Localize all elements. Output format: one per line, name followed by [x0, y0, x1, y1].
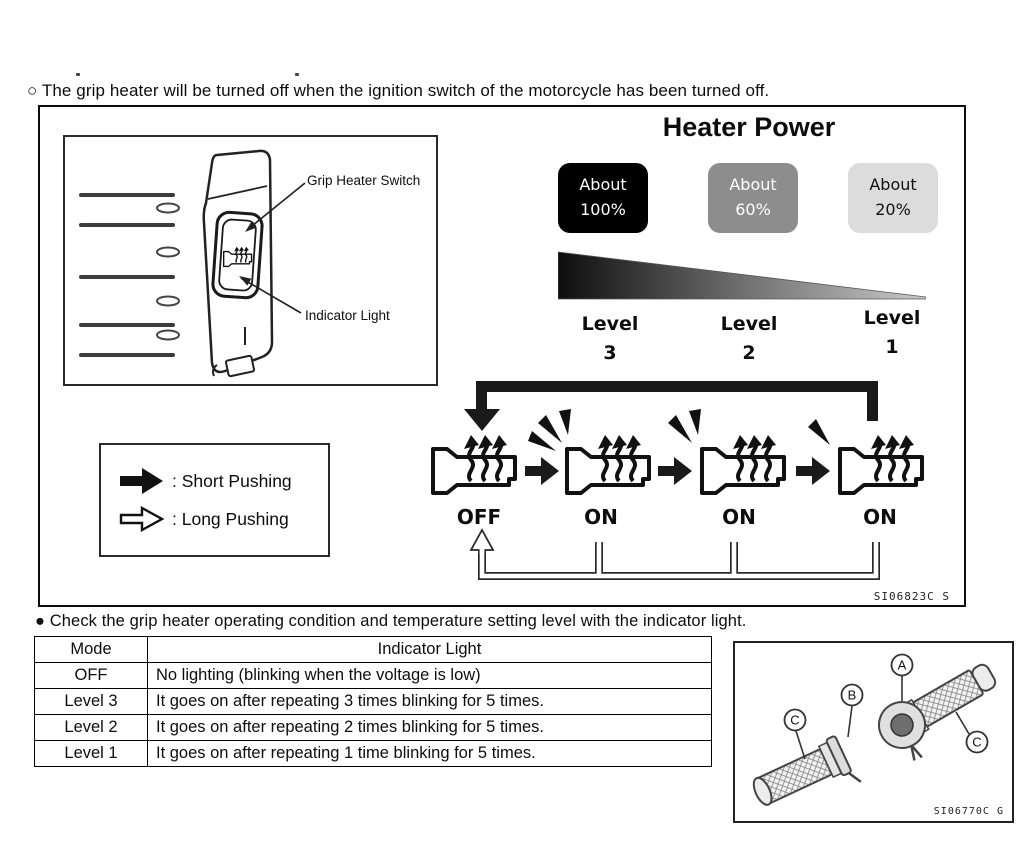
table-row [35, 689, 712, 715]
level-1-label [850, 309, 934, 357]
right-grip-drawing [871, 654, 1008, 770]
grip-level3-icon [567, 435, 649, 493]
level-3-label [568, 315, 652, 363]
figure-code: SI06770C G [933, 806, 1004, 817]
callout-letter-c: C [972, 734, 982, 750]
scan-artifact-dot [76, 73, 80, 76]
left-grip-drawing [748, 734, 861, 817]
power-box-line1: About [579, 175, 627, 195]
level-word: Level [863, 307, 921, 329]
header-indicator-light: Indicator Light [148, 637, 712, 663]
legend-short-label: : Short Pushing [172, 470, 292, 491]
mode-cycle-diagram [430, 375, 940, 503]
legend-long-push [119, 505, 289, 533]
legend-short-push [119, 467, 292, 495]
table-header-row [35, 637, 712, 663]
grip-level1-icon [840, 435, 922, 493]
table-row [35, 663, 712, 689]
table-row [35, 715, 712, 741]
short-push-arrow-icon [119, 467, 165, 495]
callout-letter-c: C [790, 712, 800, 728]
heater-power-title: Heater Power [662, 112, 836, 142]
grip-heater-switch-label: Grip Heater Switch [307, 173, 421, 188]
power-box-line1: About [729, 175, 777, 195]
switch-illustration [65, 137, 436, 384]
table-row [35, 741, 712, 767]
indicator-light-label: Indicator Light [305, 308, 390, 323]
power-box-20 [848, 163, 938, 233]
mode-cell: Level 1 [35, 741, 148, 767]
level-number: 1 [885, 336, 899, 358]
blink-rays-2 [668, 409, 701, 443]
mode-cell: Level 2 [35, 715, 148, 741]
grip-level2-icon [702, 435, 784, 493]
power-box-60 [708, 163, 798, 233]
power-box-line1: About [869, 175, 917, 195]
power-box-line2: 20% [875, 200, 911, 219]
mode-cell: OFF [35, 663, 148, 689]
power-box-line2: 100% [580, 200, 626, 219]
power-box-line2: 60% [735, 200, 771, 219]
long-push-up-arrow [471, 530, 493, 550]
mode-cell: Level 3 [35, 689, 148, 715]
push-legend [99, 443, 330, 557]
long-push-arrow-icon [119, 505, 165, 533]
state-off-label: OFF [456, 505, 502, 529]
grip-off-icon [433, 435, 515, 493]
indicator-cell: It goes on after repeating 2 times blinking for 5 times. [148, 715, 712, 741]
check-bullet-text: ● Check the grip heater operating condition and temperature setting level with the indicator light. [35, 612, 747, 630]
figure-code: SI06823C S [873, 590, 950, 603]
legend-long-label: : Long Pushing [172, 508, 289, 529]
callout-letter-a: A [897, 657, 907, 673]
power-gradient-wedge [558, 250, 926, 302]
indicator-light-table [34, 636, 712, 767]
indicator-cell: It goes on after repeating 1 time blinking for 5 times. [148, 741, 712, 767]
blink-rays-3 [528, 409, 571, 451]
blink-rays-1 [808, 419, 830, 445]
level-word: Level [720, 313, 778, 335]
header-mode: Mode [35, 637, 148, 663]
state-on-label: ON [584, 505, 618, 529]
level-number: 2 [742, 342, 756, 364]
level-word: Level [581, 313, 639, 335]
indicator-cell: It goes on after repeating 3 times blinking for 5 times. [148, 689, 712, 715]
level-number: 3 [603, 342, 617, 364]
state-on-label: ON [863, 505, 897, 529]
long-push-return-channel [440, 528, 940, 592]
intro-bullet-text: ○ The grip heater will be turned off when the ignition switch of the motorcycle has been turned off. [27, 81, 770, 100]
switch-location-figure [63, 135, 438, 386]
callout-letter-b: B [847, 687, 857, 703]
grip-parts-figure [733, 641, 1014, 823]
power-box-100 [558, 163, 648, 233]
indicator-cell: No lighting (blinking when the voltage is low) [148, 663, 712, 689]
scan-artifact-dot [295, 73, 299, 76]
state-on-label: ON [722, 505, 756, 529]
grip-parts-illustration [735, 643, 1008, 817]
level-2-label [707, 315, 791, 363]
